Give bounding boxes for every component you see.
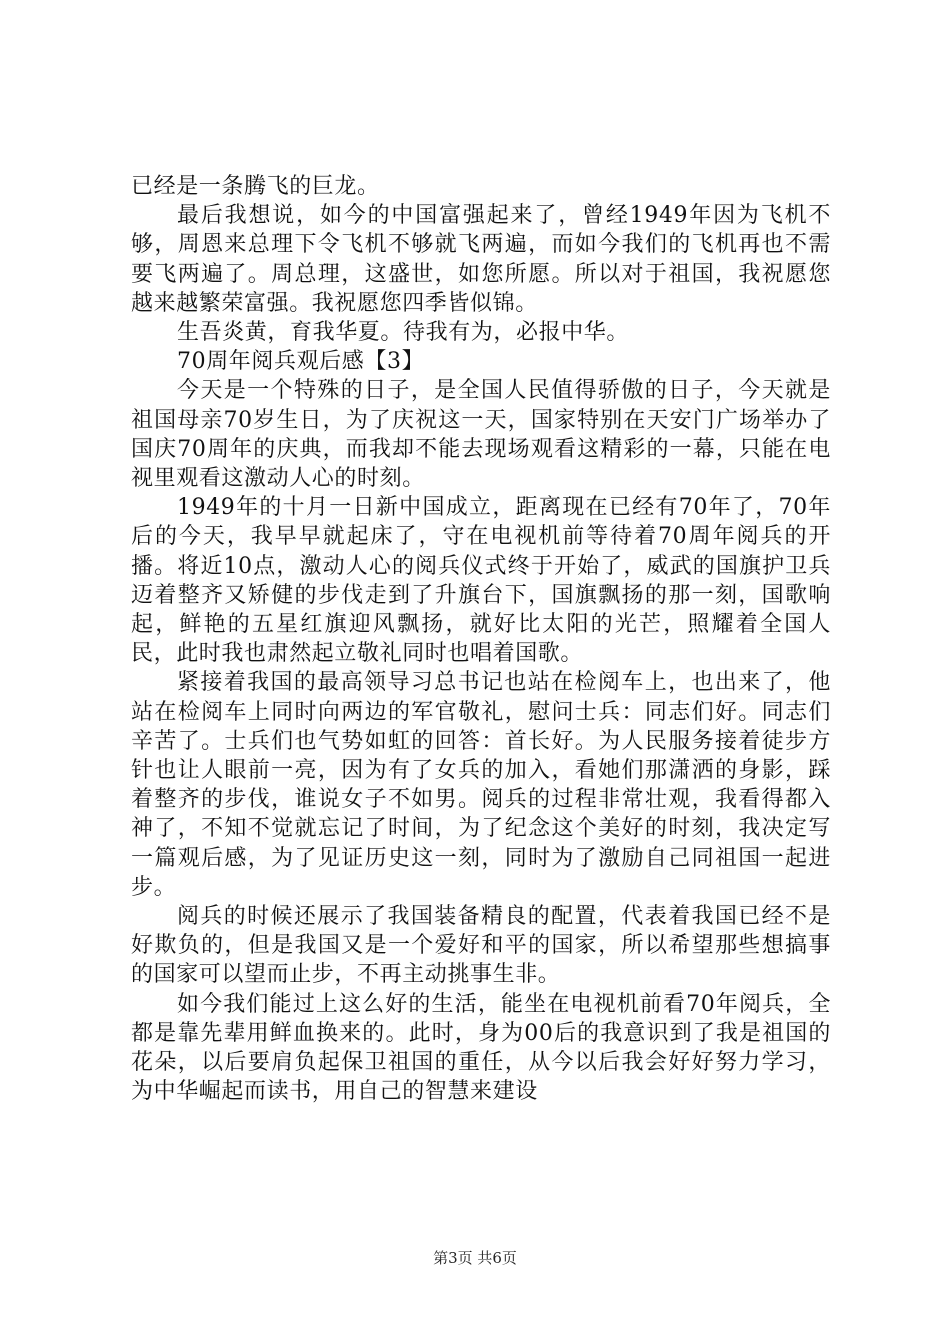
page-number-footer: 第3页 共6页	[433, 1249, 517, 1267]
paragraph-4: 今天是一个特殊的日子，是全国人民值得骄傲的日子，今天就是祖国母亲70岁生日，为了庆祝这一天，国家特别在天安门广场举办了国庆70周年的庆典，而我却不能去现场观看这精彩的一幕，只能在电视里观看这激动人心的时刻。	[131, 378, 831, 492]
document-body	[131, 172, 831, 1107]
paragraph-2: 最后我想说，如今的中国富强起来了，曾经1949年因为飞机不够，周恩来总理下令飞机不够就飞两遍，而如今我们的飞机再也不需要飞两遍了。周总理，这盛世，如您所愿。所以对于祖国，我祝愿您越来越繁荣富强。我祝愿您四季皆似锦。	[131, 203, 831, 316]
paragraph-7: 阅兵的时候还展示了我国装备精良的配置，代表着我国已经不是好欺负的，但是我国又是一个爱好和平的国家，所以希望那些想搞事的国家可以望而止步，不再主动挑事生非。	[131, 904, 831, 988]
section-heading: 70周年阅兵观后感【3】	[177, 349, 425, 375]
paragraph-3: 生吾炎黄，育我华夏。待我有为，必报中华。	[177, 320, 630, 346]
paragraph-5: 1949年的十月一日新中国成立，距离现在已经有70年了，70年后的今天，我早早就起床了，守在电视机前等待着70周年阅兵的开播。将近10点，激动人心的阅兵仪式终于开始了，威武的国旗护卫兵迈着整齐又矫健的步伐走到了升旗台下，国旗飘扬的那一刻，国歌响起，鲜艳的五星红旗迎风飘扬，就好比太阳的光芒，照耀着全国人民，此时我也肃然起立敬礼同时也唱着国歌。	[131, 495, 831, 667]
paragraph-8: 如今我们能过上这么好的生活，能坐在电视机前看70年阅兵，全都是靠先辈用鲜血换来的。此时，身为00后的我意识到了我是祖国的花朵，以后要肩负起保卫祖国的重任，从今以后我会好好努力学习，为中华崛起而读书，用自己的智慧来建设	[131, 991, 831, 1105]
paragraph-6: 紧接着我国的最高领导习总书记也站在检阅车上，也出来了，他站在检阅车上同时向两边的军官敬礼，慰问士兵：同志们好。同志们辛苦了。士兵们也气势如虹的回答：首长好。为人民服务接着徒步方针也让人眼前一亮，因为有了女兵的加入，看她们那潇洒的身影，踩着整齐的步伐，谁说女子不如男。阅兵的过程非常壮观，我看得都入神了，不知不觉就忘记了时间，为了纪念这个美好的时刻，我决定写一篇观后感，为了见证历史这一刻，同时为了激励自己同祖国一起进步。	[131, 670, 831, 900]
paragraph-1: 已经是一条腾飞的巨龙。	[131, 174, 380, 199]
